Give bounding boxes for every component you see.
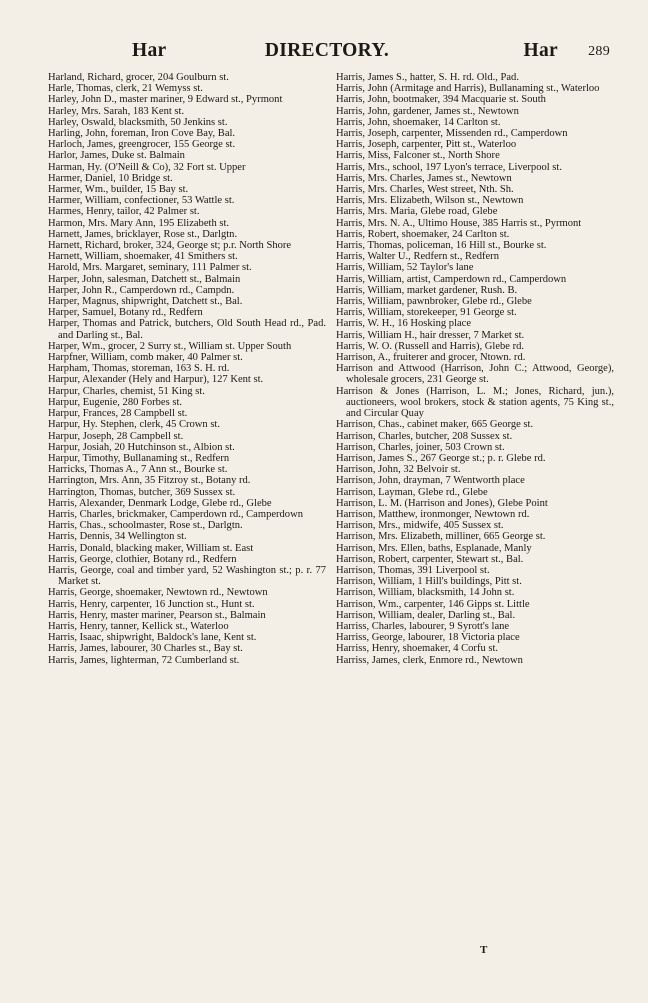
directory-entry: Harris, James S., hatter, S. H. rd. Old., Pad. bbox=[336, 72, 519, 83]
left-column bbox=[48, 72, 326, 666]
directory-entry: Harris, Isaac, shipwright, Baldock's lane, Kent st. bbox=[48, 632, 257, 644]
directory-entry: Harris, James, labourer, 30 Charles st., Bay st. bbox=[48, 643, 243, 655]
page-header bbox=[44, 40, 610, 68]
directory-entry: Harmer, William, confectioner, 53 Wattle st. bbox=[48, 195, 235, 207]
header-title: DIRECTORY. bbox=[264, 40, 390, 61]
directory-entry: Harrison, John, drayman, 7 Wentworth place bbox=[336, 475, 525, 487]
directory-entry: Harris, John, bootmaker, 394 Macquarie st. South bbox=[336, 94, 546, 106]
directory-entry: Harrison, Robert, carpenter, Stewart st., Bal. bbox=[336, 553, 524, 565]
directory-entry: Harpur, Frances, 28 Campbell st. bbox=[48, 408, 188, 420]
directory-entry: Harris, George, clothier, Botany rd., Redfern bbox=[48, 553, 237, 565]
directory-entry: Harmer, Wm., builder, 15 Bay st. bbox=[48, 184, 189, 196]
directory-entry: Harris, Alexander, Denmark Lodge, Glebe rd., Glebe bbox=[48, 497, 272, 509]
directory-entry: Harris, W. H., 16 Hosking place bbox=[336, 318, 472, 330]
directory-entry: Harris, Robert, shoemaker, 24 Carlton st. bbox=[336, 228, 510, 240]
directory-entry: Harpham, Thomas, storeman, 163 S. H. rd. bbox=[48, 363, 230, 375]
directory-entry: Harris, Henry, master mariner, Pearson st., Balmain bbox=[48, 609, 266, 621]
directory-entry: Harris, William H., hair dresser, 7 Market st. bbox=[336, 329, 525, 341]
directory-entry: Harris, William, market gardener, Rush. B. bbox=[336, 284, 518, 296]
directory-entry: Harpur, Eugenie, 280 Forbes st. bbox=[48, 396, 183, 408]
directory-entry: Harrison, James S., 267 George st.; p. r. Glebe rd. bbox=[336, 452, 546, 464]
header-left-guide: Har bbox=[132, 40, 167, 61]
directory-entry: Harris, George, shoemaker, Newtown rd., Newtown bbox=[48, 587, 268, 599]
directory-entry: Harrison, Matthew, ironmonger, Newtown rd. bbox=[336, 508, 530, 520]
page-number: 289 bbox=[588, 44, 610, 59]
directory-entry: Harrison, Charles, joiner, 503 Crown st. bbox=[336, 441, 505, 453]
directory-entry: Harnett, James, bricklayer, Rose st., Darlgtn. bbox=[48, 228, 238, 240]
directory-entry: Harrison, Mrs. Elizabeth, milliner, 665 George st. bbox=[336, 531, 546, 543]
directory-entry: Harris, Mrs. Charles, James st., Newtown bbox=[336, 172, 512, 184]
directory-entry: Harrison, Wm., carpenter, 146 Gipps st. Little bbox=[336, 598, 530, 610]
directory-entry: Harrison, John, 32 Belvoir st. bbox=[336, 464, 461, 476]
directory-entry: Harper, John R., Camperdown rd., Campdn. bbox=[48, 284, 235, 296]
directory-entry: Harley, Oswald, blacksmith, 50 Jenkins st. bbox=[48, 116, 228, 128]
header-right-guide: Har bbox=[523, 40, 558, 61]
directory-entry: Harpfner, William, comb maker, 40 Palmer st. bbox=[48, 352, 243, 364]
directory-entry: Harlor, James, Duke st. Balmain bbox=[48, 150, 185, 162]
directory-entry: Harris, William, artist, Camperdown rd., Camperdown bbox=[336, 273, 567, 285]
directory-entry: Harris, Joseph, carpenter, Pitt st., Waterloo bbox=[336, 139, 517, 151]
directory-entry: Harris, W. O. (Russell and Harris), Glebe rd. bbox=[336, 340, 525, 352]
directory-entry: Harley, John D., master mariner, 9 Edward st., Pyrmont bbox=[48, 94, 283, 106]
directory-entry: Harper, Samuel, Botany rd., Redfern bbox=[48, 307, 203, 319]
directory-entry: Harland, Richard, grocer, 204 Goulburn st. bbox=[48, 72, 229, 83]
directory-entry: Harper, Wm., grocer, 2 Surry st., William st. Upper South bbox=[48, 340, 292, 352]
directory-entry: Harrison, L. M. (Harrison and Jones), Glebe Point bbox=[336, 497, 548, 509]
directory-entry: Harrison, William, dealer, Darling st., Bal. bbox=[336, 609, 516, 621]
directory-entry: Harris, William, pawnbroker, Glebe rd., Glebe bbox=[336, 296, 532, 308]
directory-entry: Harrington, Thomas, butcher, 369 Sussex st. bbox=[48, 486, 236, 498]
directory-entry: Harrington, Mrs. Ann, 35 Fitzroy st., Botany rd. bbox=[48, 475, 251, 487]
directory-entry: Harrison & Jones (Harrison, L. M.; Jones, Richard, jun.), auctioneers, wool brokers, stock & station agents, 75 King st., and Circular Quay bbox=[336, 385, 614, 420]
directory-entry: Harper, Thomas and Patrick, butchers, Old South Head rd., Pad. and Darling st., Bal. bbox=[48, 318, 326, 341]
directory-entry: Harpur, Alexander (Hely and Harpur), 127 Kent st. bbox=[48, 374, 264, 386]
directory-entry: Harmes, Henry, tailor, 42 Palmer st. bbox=[48, 206, 200, 218]
directory-entry: Harnett, William, shoemaker, 41 Smithers st. bbox=[48, 251, 238, 263]
directory-entry: Harrison, Charles, butcher, 208 Sussex st. bbox=[336, 430, 513, 442]
directory-entry: Harris, William, 52 Taylor's lane bbox=[336, 262, 474, 274]
directory-entry: Harris, Dennis, 34 Wellington st. bbox=[48, 531, 187, 543]
directory-entry: Harrison and Attwood (Harrison, John C.; Attwood, George), wholesale grocers, 231 George st. bbox=[336, 363, 614, 386]
directory-entry: Harman, Hy. (O'Neill & Co), 32 Fort st. Upper bbox=[48, 161, 246, 173]
directory-entry: Harriss, Henry, shoemaker, 4 Corfu st. bbox=[336, 643, 499, 655]
directory-entry: Harris, Chas., schoolmaster, Rose st., Darlgtn. bbox=[48, 520, 243, 532]
directory-entry: Harloch, James, greengrocer, 155 George st. bbox=[48, 139, 236, 151]
directory-entry: Harpur, Joseph, 28 Campbell st. bbox=[48, 430, 184, 442]
directory-entry: Harmer, Daniel, 10 Bridge st. bbox=[48, 172, 173, 184]
right-column bbox=[336, 72, 614, 666]
directory-entry: Harris, George, coal and timber yard, 52 Washington st.; p. r. 77 Market st. bbox=[48, 564, 326, 588]
directory-entry: Harrison, Thomas, 391 Liverpool st. bbox=[336, 564, 490, 576]
directory-entry: Harris, Henry, tanner, Kellick st., Waterloo bbox=[48, 620, 229, 632]
directory-entry: Harris, Henry, carpenter, 16 Junction st., Hunt st. bbox=[48, 598, 255, 610]
directory-entry: Harling, John, foreman, Iron Cove Bay, Bal. bbox=[48, 128, 236, 140]
directory-entry: Harris, Donald, blacking maker, William st. East bbox=[48, 542, 254, 554]
directory-entry: Harricks, Thomas A., 7 Ann st., Bourke st. bbox=[48, 464, 228, 476]
directory-entry: Harris, Joseph, carpenter, Missenden rd., Camperdown bbox=[336, 128, 568, 140]
directory-entry: Harris, Mrs. Elizabeth, Wilson st., Newtown bbox=[336, 195, 524, 207]
directory-entry: Harris, Thomas, policeman, 16 Hill st., Bourke st. bbox=[336, 240, 547, 252]
directory-entry: Harriss, Charles, labourer, 9 Syrott's lane bbox=[336, 620, 510, 632]
directory-entry: Harrison, Layman, Glebe rd., Glebe bbox=[336, 486, 488, 498]
directory-entry: Harpur, Hy. Stephen, clerk, 45 Crown st. bbox=[48, 419, 221, 431]
directory-entry: Harold, Mrs. Margaret, seminary, 111 Palmer st. bbox=[48, 262, 252, 274]
directory-entry: Harpur, Josiah, 20 Hutchinson st., Albion st. bbox=[48, 441, 235, 453]
directory-entry: Harrison, Chas., cabinet maker, 665 George st. bbox=[336, 419, 534, 431]
directory-entry: Harriss, George, labourer, 18 Victoria place bbox=[336, 632, 520, 644]
directory-entry: Harris, Charles, brickmaker, Camperdown rd., Camperdown bbox=[48, 508, 303, 520]
directory-entry: Harris, Miss, Falconer st., North Shore bbox=[336, 150, 500, 162]
directory-entry: Harris, Walter U., Redfern st., Redfern bbox=[336, 251, 499, 263]
directory-entry: Harrison, A., fruiterer and grocer, Ntown. rd. bbox=[336, 352, 526, 364]
directory-entry: Harriss, James, clerk, Enmore rd., Newtown bbox=[336, 654, 523, 666]
directory-entry: Harris, William, storekeeper, 91 George st. bbox=[336, 307, 517, 319]
directory-entry: Harris, John, gardener, James st., Newtown bbox=[336, 105, 519, 117]
directory-entry: Harle, Thomas, clerk, 21 Wemyss st. bbox=[48, 83, 203, 95]
directory-entry: Harper, Magnus, shipwright, Datchett st., Bal. bbox=[48, 296, 243, 308]
directory-entry: Harrison, Mrs., midwife, 405 Sussex st. bbox=[336, 520, 504, 532]
directory-entry: Harris, James, lighterman, 72 Cumberland st. bbox=[48, 654, 240, 666]
directory-entry: Harris, John (Armitage and Harris), Bullanaming st., Waterloo bbox=[336, 83, 600, 95]
directory-entry: Harris, Mrs., school, 197 Lyon's terrace, Liverpool st. bbox=[336, 161, 562, 173]
directory-entry: Harris, Mrs. N. A., Ultimo House, 385 Harris st., Pyrmont bbox=[336, 217, 582, 229]
directory-entry: Harrison, Mrs. Ellen, baths, Esplanade, Manly bbox=[336, 542, 532, 554]
directory-entry: Harrison, William, blacksmith, 14 John st. bbox=[336, 587, 515, 599]
directory-entry: Harpur, Charles, chemist, 51 King st. bbox=[48, 385, 205, 397]
directory-entry: Harmon, Mrs. Mary Ann, 195 Elizabeth st. bbox=[48, 217, 230, 229]
directory-entry: Harris, John, shoemaker, 14 Carlton st. bbox=[336, 116, 501, 128]
directory-entry: Harper, John, salesman, Datchett st., Balmain bbox=[48, 273, 241, 285]
directory-entry: Harpur, Timothy, Bullanaming st., Redfern bbox=[48, 452, 230, 464]
directory-entry: Harley, Mrs. Sarah, 183 Kent st. bbox=[48, 105, 185, 117]
directory-entry: Harris, Mrs. Charles, West street, Nth. Sh. bbox=[336, 184, 514, 196]
directory-entry: Harrison, William, 1 Hill's buildings, Pitt st. bbox=[336, 576, 522, 588]
directory-entry: Harnett, Richard, broker, 324, George st; p.r. North Shore bbox=[48, 240, 292, 252]
signature-mark: T bbox=[480, 944, 488, 956]
directory-entry: Harris, Mrs. Maria, Glebe road, Glebe bbox=[336, 206, 498, 218]
